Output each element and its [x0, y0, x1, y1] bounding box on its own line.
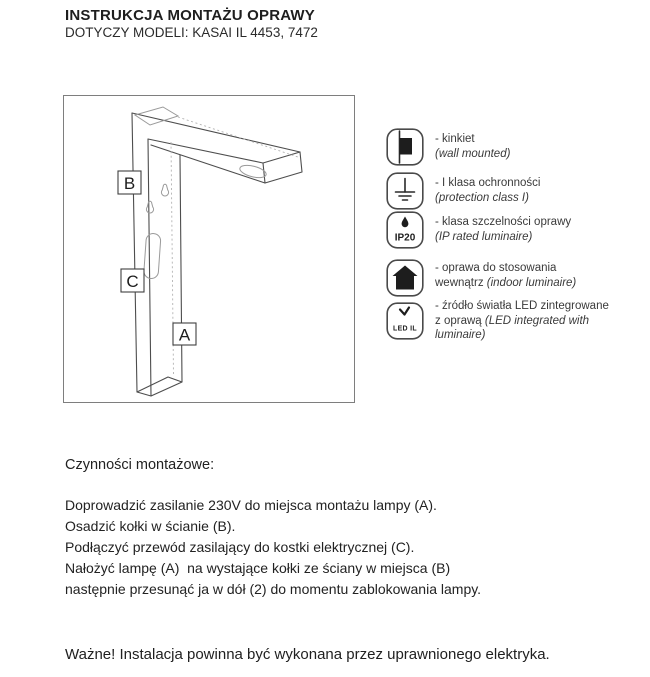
legend-item-led-integrated [435, 299, 643, 343]
part-letter-b: B [123, 174, 136, 193]
legend-line-translation: luminaire) [435, 329, 486, 341]
lamp-drawing [64, 96, 354, 402]
page-subtitle: DOTYCZY MODELI: KASAI IL 4453, 7472 [65, 25, 318, 40]
legend-line: - oprawa do stosowania [435, 262, 557, 274]
hidden-edge-arm [178, 117, 298, 157]
led-badge-text: LED IL [393, 325, 417, 333]
part-label-c [121, 269, 144, 292]
legend-line-translation: (IP rated luminaire) [435, 230, 533, 243]
wall-mounted-icon [386, 128, 424, 166]
legend-line: - I klasa ochronności [435, 177, 541, 189]
legend-line: wewnątrz [435, 276, 487, 289]
cable-slot [143, 233, 161, 279]
step-line: Nałożyć lampę (A) na wystające kołki ze ściany w miejsca (B) [65, 560, 451, 576]
step-line: Osadzić kołki w ścianie (B). [65, 518, 236, 534]
legend-item-wall-mounted [435, 132, 643, 161]
led-integrated-icon [386, 302, 424, 340]
indoor-use-icon [386, 259, 424, 297]
legend-line-translation: (indoor luminaire) [486, 276, 577, 289]
step-line: Doprowadzić zasilanie 230V do miejsca montażu lampy (A). [65, 497, 437, 513]
legend-line: z oprawą [435, 314, 485, 327]
part-label-a [173, 323, 196, 345]
legend-line: - klasa szczelności oprawy [435, 216, 572, 228]
keyhole-slot [146, 201, 153, 213]
keyhole-slot [161, 184, 168, 196]
legend-line: - źródło światła LED zintegrowane [435, 300, 609, 312]
legend-item-indoor-use [435, 261, 643, 290]
legend-item-ip-rating [435, 215, 643, 244]
lamp-wireframe [132, 107, 302, 396]
legend-line-translation: (protection class I) [435, 191, 529, 204]
page-title: INSTRUKCJA MONTAŻU OPRAWY [65, 7, 315, 24]
step-line: następnie przesunąć ja w dół (2) do momentu zablokowania lampy. [65, 581, 482, 597]
protection-class-1-icon [386, 172, 424, 210]
part-letter-a: A [178, 325, 191, 345]
part-label-b [118, 171, 141, 194]
part-letter-c: C [126, 272, 139, 291]
legend-line: - kinkiet [435, 133, 475, 145]
assembly-steps [65, 495, 481, 600]
legend-line-translation: (LED integrated with [484, 314, 590, 327]
warning-note: Ważne! Instalacja powinna być wykonana przez uprawnionego elektryka. [65, 646, 550, 663]
steps-heading: Czynności montażowe: [65, 457, 215, 473]
ip-rating-icon [386, 211, 424, 249]
legend-line-translation: (wall mounted) [435, 147, 511, 160]
lamp-diagram-frame [63, 95, 355, 403]
step-line: Podłączyć przewód zasilający do kostki elektrycznej (C). [65, 539, 415, 555]
ip-badge-text: IP20 [394, 232, 416, 244]
legend-item-protection-class [435, 176, 643, 205]
